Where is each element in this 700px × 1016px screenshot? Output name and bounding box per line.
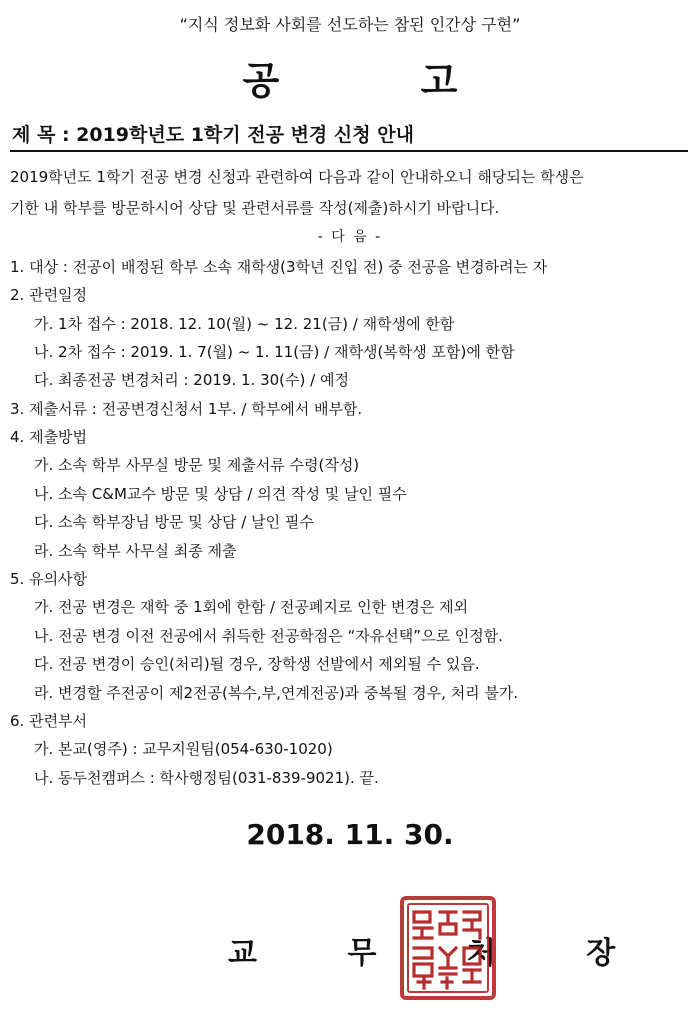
- page-title: 공 고: [242, 59, 522, 103]
- subject-underline: [10, 150, 688, 152]
- details-divider: - 다 음 -: [317, 229, 383, 245]
- method-step-a: 가. 소속 학부 사무실 방문 및 제출서류 수령(작성): [34, 456, 360, 474]
- issuer-name: 교 무 처 장: [228, 936, 656, 971]
- official-seal-stamp: [398, 894, 498, 1002]
- schedule-final-processing: 다. 최종전공 변경처리 : 2019. 1. 30(수) / 예정: [34, 371, 349, 389]
- note-b: 나. 전공 변경 이전 전공에서 취득한 전공학점은 “자유선택”으로 인정함.: [34, 627, 503, 645]
- section-method: 4. 제출방법: [10, 428, 88, 446]
- motto: “지식 정보화 사회를 선도하는 참된 인간상 구현”: [179, 15, 521, 34]
- section-notes: 5. 유의사항: [10, 570, 88, 588]
- section-schedule: 2. 관련일정: [10, 286, 88, 304]
- method-step-d: 라. 소속 학부 사무실 최종 제출: [34, 542, 237, 560]
- note-d: 라. 변경할 주전공이 제2전공(복수,부,연계전공)과 중복될 경우, 처리 불가.: [34, 684, 519, 702]
- intro-line-2: 기한 내 학부를 방문하시어 상담 및 관련서류를 작성(제출)하시기 바랍니다.: [10, 199, 500, 217]
- method-step-c: 다. 소속 학부장님 방문 및 상담 / 날인 필수: [34, 513, 314, 531]
- department-main-campus: 가. 본교(영주) : 교무지원팀(054-630-1020): [34, 740, 333, 758]
- note-c: 다. 전공 변경이 승인(처리)될 경우, 장학생 선발에서 제외될 수 있음.: [34, 655, 480, 673]
- note-a: 가. 전공 변경은 재학 중 1회에 한함 / 전공폐지로 인한 변경은 제외: [34, 598, 469, 616]
- intro-line-1: 2019학년도 1학기 전공 변경 신청과 관련하여 다음과 같이 안내하오니 해당되는 학생은: [10, 168, 584, 186]
- section-documents: 3. 제출서류 : 전공변경신청서 1부. / 학부에서 배부함.: [10, 400, 363, 418]
- schedule-first-round: 가. 1차 접수 : 2018. 12. 10(월) ~ 12. 21(금) / 재학생에 한함: [34, 315, 455, 333]
- schedule-second-round: 나. 2차 접수 : 2019. 1. 7(월) ~ 1. 11(금) / 재학생(복학생 포함)에 한함: [34, 343, 515, 361]
- notice-subject: 제 목 : 2019학년도 1학기 전공 변경 신청 안내: [12, 124, 414, 146]
- notice-date: 2018. 11. 30.: [246, 818, 454, 851]
- department-dongducheon-campus: 나. 동두천캠퍼스 : 학사행정팀(031-839-9021). 끝.: [34, 769, 379, 787]
- section-target: 1. 대상 : 전공이 배정된 학부 소속 재학생(3학년 진입 전) 중 전공을 변경하려는 자: [10, 258, 548, 276]
- method-step-b: 나. 소속 C&M교수 방문 및 상담 / 의견 작성 및 날인 필수: [34, 485, 407, 503]
- section-departments: 6. 관련부서: [10, 712, 88, 730]
